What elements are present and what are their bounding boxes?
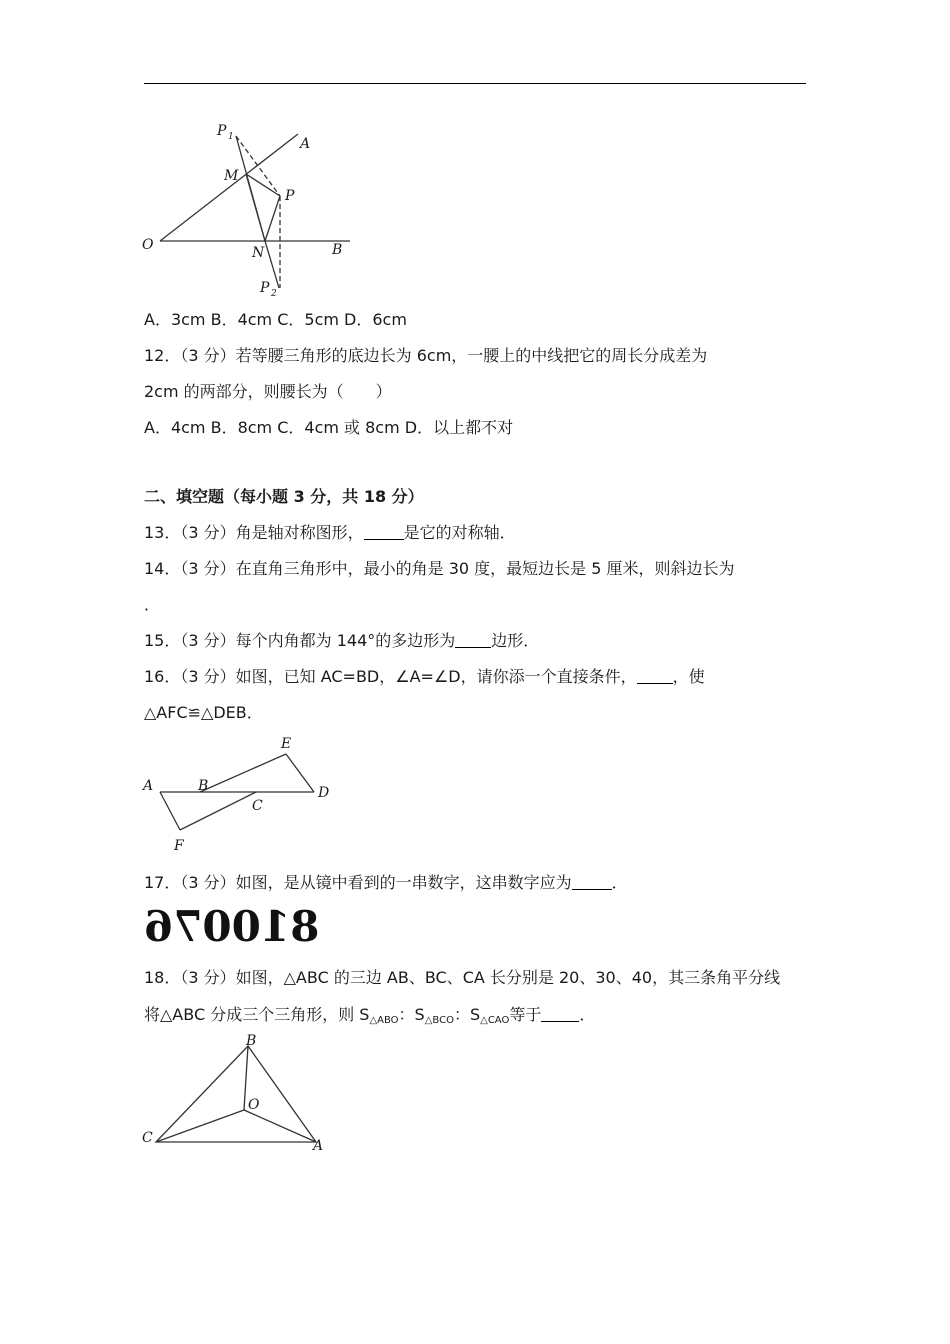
- label-p2-sub: 2: [271, 289, 277, 299]
- q16-before: 16．（3 分）如图，已知 AC=BD，∠A=∠D，请你添一个直接条件，: [144, 667, 637, 686]
- q13-blank[interactable]: [364, 523, 404, 540]
- q15-after: 边形．: [491, 631, 540, 650]
- q16-line2: △AFC≌△DEB．: [144, 703, 263, 722]
- label-o: O: [142, 237, 154, 253]
- q13-after: 是它的对称轴．: [403, 523, 516, 542]
- label-p1: P: [217, 123, 227, 139]
- dashed-p1-p: [236, 136, 280, 196]
- figure-angle-bisectors: [138, 1032, 338, 1156]
- label-p2: P: [260, 280, 270, 296]
- figure-congruent-triangles: [138, 732, 338, 856]
- q18-sep2: ：S: [453, 1005, 481, 1024]
- segment-co: [156, 1110, 244, 1142]
- ray-oa: [160, 134, 298, 241]
- label-m: M: [224, 168, 239, 184]
- mirrored-digits-figure: [144, 902, 320, 951]
- q15-blank[interactable]: [455, 631, 491, 648]
- q12-line1: 12．（3 分）若等腰三角形的底边长为 6cm，一腰上的中线把它的周长分成差为: [144, 346, 708, 365]
- section-2-title: 二、填空题（每小题 3 分，共 18 分）: [144, 487, 424, 506]
- q18-line1: 18．（3 分）如图，△ABC 的三边 AB、BC、CA 长分别是 20、30、40，其三条角平分线: [144, 968, 781, 987]
- label-n: N: [252, 245, 265, 261]
- q18-blank[interactable]: [541, 1005, 579, 1022]
- q16-blank[interactable]: [637, 667, 673, 684]
- q15: [144, 630, 539, 652]
- label-c: C: [252, 798, 263, 814]
- q16-line1: [144, 666, 705, 688]
- label-a: A: [300, 136, 311, 152]
- q14-line1: 14．（3 分）在直角三角形中，最小的角是 30 度，最短边长是 5 厘米，则斜边长为: [144, 559, 735, 578]
- q16-after: ，使: [672, 667, 705, 686]
- figure-angle-reflection: [138, 118, 358, 300]
- label-a: A: [313, 1138, 324, 1154]
- q17-before: 17．（3 分）如图，是从镜中看到的一串数字，这串数字应为: [144, 873, 572, 892]
- segment-be: [200, 754, 286, 792]
- q18-line2: [144, 1004, 595, 1032]
- segment-af: [160, 792, 180, 830]
- q18-sub-abo: △ABO: [369, 1015, 399, 1026]
- q18-line2-before: 将△ABC 分成三个三角形，则 S: [144, 1005, 370, 1024]
- label-d: D: [318, 785, 330, 801]
- label-b: B: [332, 242, 343, 258]
- label-a: A: [143, 778, 154, 794]
- q18-sep1: ：S: [398, 1005, 425, 1024]
- q13: [144, 522, 516, 544]
- label-o: O: [248, 1097, 260, 1113]
- label-b: B: [246, 1033, 257, 1049]
- label-b: B: [198, 778, 209, 794]
- label-c: C: [142, 1130, 153, 1146]
- q18-sub-cao: △CAO: [480, 1015, 510, 1026]
- q14-line2: ．: [144, 595, 161, 614]
- segment-p1-n: [236, 136, 265, 241]
- q13-before: 13．（3 分）角是轴对称图形，: [144, 523, 364, 542]
- segment-fc: [180, 792, 256, 830]
- triangle-abc: [156, 1046, 316, 1142]
- mirrored-digits: 810076: [144, 902, 320, 951]
- q12-options: A．4cm B．8cm C．4cm 或 8cm D．以上都不对: [144, 418, 514, 437]
- q18-end: ．: [579, 1005, 596, 1024]
- label-p: P: [285, 188, 295, 204]
- q15-before: 15．（3 分）每个内角都为 144°的多边形为: [144, 631, 456, 650]
- q12-line2: 2cm 的两部分，则腰长为（ ）: [144, 382, 392, 401]
- header-rule: [144, 83, 806, 84]
- label-e: E: [281, 736, 292, 752]
- q17: [144, 872, 628, 894]
- label-f: F: [174, 838, 184, 854]
- segment-ed: [286, 754, 314, 792]
- q11-options: A．3cm B．4cm C．5cm D．6cm: [144, 310, 407, 329]
- segment-np: [265, 196, 280, 241]
- q17-after: ．: [611, 873, 628, 892]
- q18-sub-bco: △BCO: [424, 1015, 454, 1026]
- q18-line2-after: 等于: [509, 1005, 542, 1024]
- q17-blank[interactable]: [572, 873, 612, 890]
- label-p1-sub: 1: [228, 132, 234, 142]
